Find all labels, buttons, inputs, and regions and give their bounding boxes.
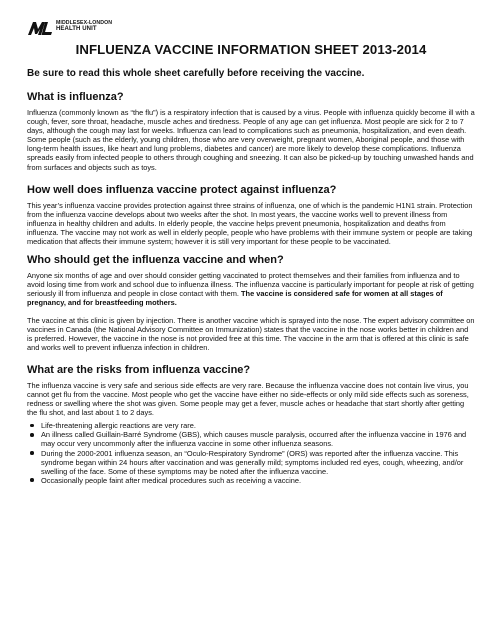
ml-logo-icon [27,20,53,36]
paragraph-what-is-influenza: Influenza (commonly known as “the flu”) is a respiratory infection that is caused by a virus. People with influenza quickly become ill with a cough, fever, sore throat, headache, muscle aches and tiredness. People of any age can get influenza. Most people are sick for 2 to 7 days, although the cough may last for weeks. Influenza can lead to complications such as pneumonia, hospitalization, and even death. Some people (such as the elderly, young children, those who are very overweight, pregnant women, Aboriginal people, and those with long-term health issues, like heart and lung problems, diabetes and cancer) are more likely to develop these complications. Influenza spreads easily from infected people to others through coughing and sneezing. It can also be picked-up by touching unwashed hands and from surfaces and objects such as toys. [27,108,475,172]
pregnancy-safety-note: The vaccine is considered safe for women at all stages of pregnancy, and for breastfeeding mothers. [27,289,443,308]
paragraph-who-should-get [27,271,475,307]
paragraph-injection-vs-nasal: The vaccine at this clinic is given by injection. There is another vaccine which is sprayed into the nose. The expert advisory committee on vaccines in Canada (the National Advisory Committee on Immunization) states that the vaccine in the nose works better in children and is preferred. However, the vaccine in the nose is not provided free at this time. The vaccine in the arm that is offered at this clinic is safe and works well to prevent influenza infection in children. [27,315,475,352]
list-item: An illness called Guillain-Barré Syndrome (GBS), which causes muscle paralysis, occurred after the influenza vaccine in 1976 and may occur very uncommonly after the influenza vaccine in some other influenza seasons. [41,430,475,448]
risks-list [27,421,475,485]
list-item: Life-threatening allergic reactions are very rare. [41,421,475,430]
logo-line-1: MIDDLESEX-LONDON [56,20,113,26]
section-heading-who-should-get: Who should get the influenza vaccine and when? [27,254,284,267]
intro-notice: Be sure to read this whole sheet carefully before receiving the vaccine. [27,68,365,79]
logo-wordmark [56,20,112,33]
logo-line-2: HEALTH UNIT [56,26,97,32]
list-item: During the 2000-2001 influenza season, an “Oculo-Respiratory Syndrome” (ORS) was reported after the influenza vaccine. This syndrome began within 24 hours after vaccination and was generally mild; symptoms included red eyes, cough, wheezing, and/or swelling of the face. Some of these symptoms may be noted after the influenza vaccine. [41,449,475,476]
list-item: Occasionally people faint after medical procedures such as receiving a vaccine. [41,476,475,485]
paragraph-risks: The influenza vaccine is very safe and serious side effects are very rare. Because the influenza vaccine does not contain live virus, you cannot get flu from the vaccine. Most people who get the vaccine have either no side-effects or only mild side effects such as soreness, redness or swelling where the shot was given. Some people may get a fever, muscle aches or headache that start shortly after getting the flu shot, and last about 1 to 2 days. [27,380,469,418]
section-heading-what-is-influenza: What is influenza? [27,91,124,103]
document-page [27,20,475,485]
who-text: Anyone six months of age and over should consider getting vaccinated to protect themselves and their families from influenza and to avoid losing time from work and school due to influenza illness. The influenza vaccine is particularly important for people at risk of getting seriously ill from influenza and people in close contact with them. [27,271,474,299]
health-unit-logo [27,20,475,40]
paragraph-protection: This year’s influenza vaccine provides protection against three strains of influenza, one of which is the pandemic H1N1 strain. Protection from the influenza vaccine develops about two weeks after the shot. In most years, the vaccine works well to prevent illness from influenza in healthy children and adults. In elderly people, the vaccine helps prevent pneumonia, hospitalization and deaths from influenza. The vaccine may not work as well in elderly people, people who have problems with their immune system or people are taking medication that affects their immune system; however it is still very important for these people to be vaccinated. [27,200,473,247]
section-heading-risks: What are the risks from influenza vaccine? [27,363,251,376]
page-title: INFLUENZA VACCINE INFORMATION SHEET 2013-2014 [75,42,427,57]
section-heading-protection: How well does influenza vaccine protect against influenza? [27,183,337,196]
